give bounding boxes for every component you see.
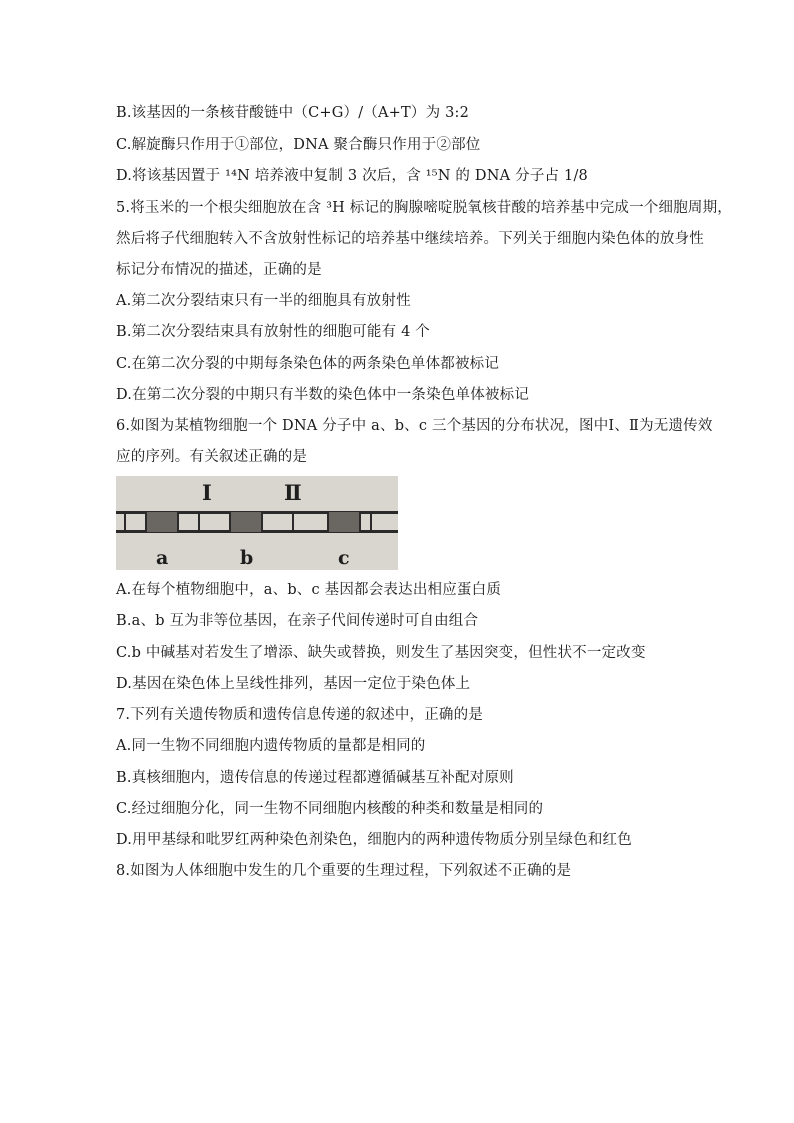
option-d-q5: D.在第二次分裂的中期只有半数的染色体中一条染色单体被标记 xyxy=(116,387,530,403)
option-c-q6: C.b 中碱基对若发生了增添、缺失或替换，则发生了基因突变，但性状不一定改变 xyxy=(116,645,646,661)
option-d-q6: D.基因在染色体上呈线性排列，基因一定位于染色体上 xyxy=(116,676,471,692)
question-5-stem-line-1: 5.将玉米的一个根尖细胞放在含 ³H 标记的胸腺嘧啶脱氧核苷酸的培养基中完成一个细胞周期， xyxy=(116,200,733,216)
option-c-q4: C.解旋酶只作用于①部位，DNA 聚合酶只作用于②部位 xyxy=(116,137,481,153)
option-c-q7: C.经过细胞分化，同一生物不同细胞内核酸的种类和数量是相同的 xyxy=(116,801,544,817)
gene-label-a: a xyxy=(156,547,169,569)
option-b-q5: B.第二次分裂结束具有放射性的细胞可能有 4 个 xyxy=(116,324,431,340)
question-6-stem-line-1: 6.如图为某植物细胞一个 DNA 分子中 a、b、c 三个基因的分布状况，图中Ⅰ、Ⅱ为无遗传效 xyxy=(116,418,713,434)
sequence-label-2: Ⅱ xyxy=(284,480,302,505)
sequence-label-1: Ⅰ xyxy=(202,480,212,505)
option-d-q4: D.将该基因置于 ¹⁴N 培养液中复制 3 次后，含 ¹⁵N 的 DNA 分子占 1/8 xyxy=(116,168,588,184)
option-a-q5: A.第二次分裂结束只有一半的细胞具有放射性 xyxy=(116,293,411,309)
gene-c-block xyxy=(327,512,361,532)
option-b-q7: B.真核细胞内，遗传信息的传递过程都遵循碱基互补配对原则 xyxy=(116,770,514,786)
question-5-stem-line-3: 标记分布情况的描述，正确的是 xyxy=(116,262,322,278)
gene-a-block xyxy=(145,512,179,532)
question-7-stem: 7.下列有关遗传物质和遗传信息传递的叙述中，正确的是 xyxy=(116,707,484,723)
dna-gene-figure xyxy=(116,476,398,570)
segment-divider xyxy=(198,512,200,532)
option-d-q7: D.用甲基绿和吡罗红两种染色剂染色，细胞内的两种遗传物质分别呈绿色和红色 xyxy=(116,832,632,848)
gene-label-b: b xyxy=(240,547,254,569)
option-b-q6: B.a、b 互为非等位基因，在亲子代间传递时可自由组合 xyxy=(116,613,479,629)
option-b-q4: B.该基因的一条核苷酸链中（C+G）/（A+T）为 3:2 xyxy=(116,105,470,121)
gene-label-c: c xyxy=(338,547,350,569)
segment-divider xyxy=(292,512,294,532)
segment-divider xyxy=(124,512,126,532)
option-a-q7: A.同一生物不同细胞内遗传物质的量都是相同的 xyxy=(116,738,426,754)
question-8-stem: 8.如图为人体细胞中发生的几个重要的生理过程，下列叙述不正确的是 xyxy=(116,863,572,879)
option-c-q5: C.在第二次分裂的中期每条染色体的两条染色单体都被标记 xyxy=(116,356,500,372)
question-6-stem-line-2: 应的序列。有关叙述正确的是 xyxy=(116,449,308,465)
gene-b-block xyxy=(229,512,263,532)
segment-divider xyxy=(370,512,372,532)
option-a-q6: A.在每个植物细胞中，a、b、c 基因都会表达出相应蛋白质 xyxy=(116,582,502,598)
question-5-stem-line-2: 然后将子代细胞转入不含放射性标记的培养基中继续培养。下列关于细胞内染色体的放身性 xyxy=(116,231,704,247)
